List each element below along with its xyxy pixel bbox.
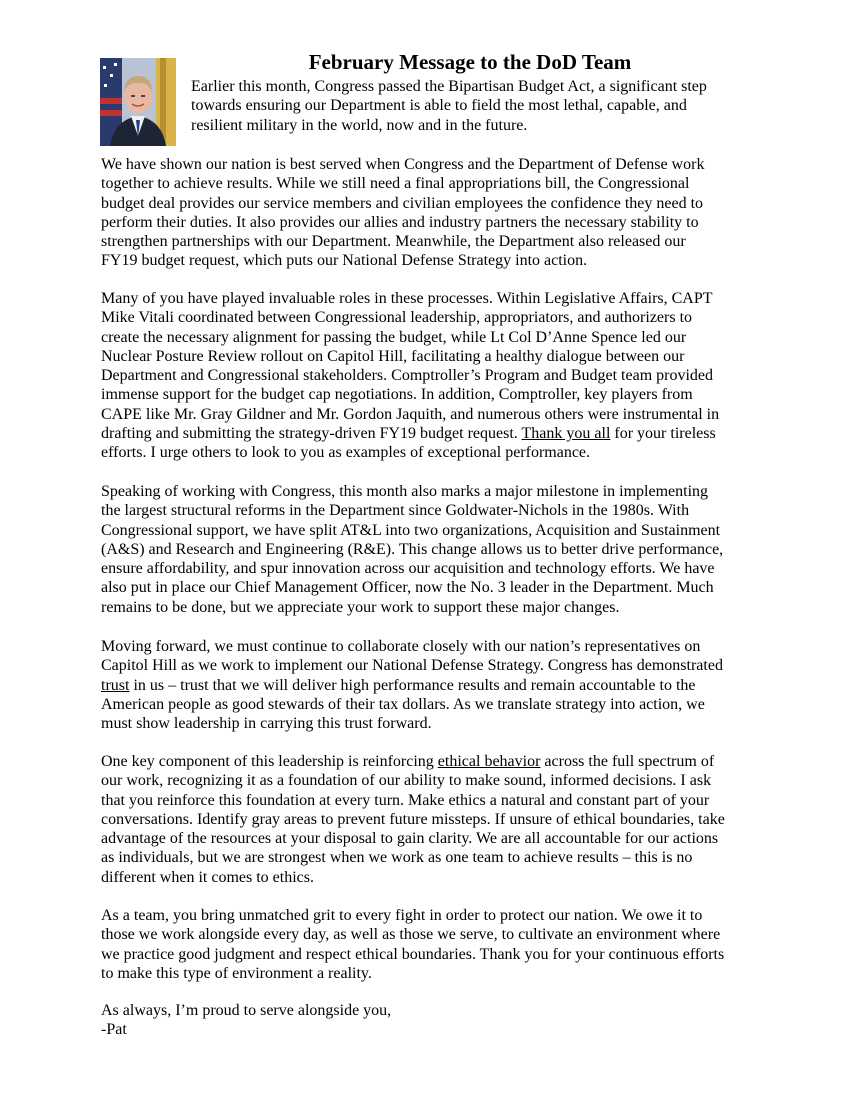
- paragraph-6: [101, 906, 756, 983]
- text-line: Department and Congressional stakeholders. Comptroller’s Program and Budget team provided: [101, 367, 714, 385]
- text-line: Many of you have played invaluable roles in these processes. Within Legislative Affairs, CAPT: [101, 290, 713, 307]
- text-line: (A&S) and Research and Engineering (R&E). This change allows us to better drive performance,: [101, 540, 724, 558]
- text-fragment: drafting and submitting the strategy-driven FY19 budget request.: [101, 425, 522, 443]
- text-line: As a team, you bring unmatched grit to every fight in order to protect our nation. We owe it to: [101, 907, 703, 924]
- text-line: different when it comes to ethics.: [101, 868, 314, 886]
- text-line: [101, 752, 756, 771]
- intro-paragraph: [191, 77, 761, 135]
- paragraph-2: [101, 289, 756, 463]
- text-line: Earlier this month, Congress passed the Bipartisan Budget Act, a significant step: [191, 78, 707, 95]
- text-line: We have shown our nation is best served when Congress and the Department of Defense work: [101, 156, 705, 173]
- text-line: our work, recognizing it as a foundation of our ability to make sound, informed decisions. I ask: [101, 772, 712, 790]
- text-line: we practice good judgment and respect ethical boundaries. Thank you for your continuous efforts: [101, 945, 725, 963]
- text-fragment: across the full spectrum of: [540, 753, 715, 770]
- text-line: together to achieve results. While we still need a final appropriations bill, the Congressional: [101, 175, 690, 193]
- page-title: February Message to the DoD Team: [308, 50, 632, 74]
- text-line: Congressional support, we have split AT&L into two organizations, Acquisition and Sustainment: [101, 521, 721, 539]
- text-line: strengthen partnerships with our Department. Meanwhile, the Department also released our: [101, 233, 686, 251]
- paragraph-3: [101, 482, 756, 617]
- text-fragment: One key component of this leadership is reinforcing: [101, 753, 438, 770]
- text-fragment: for your tireless: [610, 425, 716, 443]
- text-line: budget deal provides our service members and civilian employees the confidence they need to: [101, 194, 704, 212]
- trust-link[interactable]: trust: [101, 676, 130, 694]
- text-line: perform their duties. It also provides our allies and industry partners the necessary stability to: [101, 213, 699, 231]
- text-line: immense support for the budget cap negotiations. In addition, Comptroller, key players from: [101, 386, 693, 404]
- portrait-photo: [100, 58, 176, 146]
- text-line: create the necessary alignment for passing the budget, while Lt Col D’Anne Spence led our: [101, 328, 687, 346]
- text-line: must show leadership in carrying this trust forward.: [101, 715, 432, 733]
- text-line: Mike Vitali coordinated between Congressional leadership, appropriators, and authorizers to: [101, 309, 693, 327]
- text-line: American people as good stewards of their tax dollars. As we translate strategy into action, we: [101, 695, 705, 713]
- text-line: Capitol Hill as we work to implement our National Defense Strategy. Congress has demonstrated: [101, 657, 723, 675]
- paragraph-5: [101, 752, 756, 887]
- paragraph-4: [101, 637, 756, 733]
- thank-you-all-link[interactable]: Thank you all: [521, 425, 611, 443]
- text-line: remains to be done, but we appreciate your work to support these major changes.: [101, 598, 620, 616]
- text-line: towards ensuring our Department is able to field the most lethal, capable, and: [191, 97, 687, 115]
- text-line: ensure affordability, and spur innovation across our acquisition and technology efforts. We have: [101, 560, 715, 578]
- text-line: FY19 budget request, which puts our National Defense Strategy into action.: [101, 252, 588, 270]
- closing-block: [101, 1001, 756, 1040]
- text-line: resilient military in the world, now and in the future.: [191, 116, 528, 134]
- text-line: Moving forward, we must continue to collaborate closely with our nation’s representatives on: [101, 638, 701, 655]
- text-line: conversations. Identify gray areas to prevent future missteps. If unsure of ethical boundaries, take: [101, 810, 725, 828]
- text-line: Nuclear Posture Review rollout on Capitol Hill, facilitating a healthy dialogue between our: [101, 347, 685, 365]
- text-line: [101, 676, 756, 695]
- text-line: as individuals, but we are strongest when we work as one team to achieve results – this is no: [101, 849, 693, 867]
- text-fragment: in us – trust that we will deliver high performance results and remain accountable to the: [129, 676, 696, 694]
- paragraph-1: [101, 155, 756, 271]
- text-line: Speaking of working with Congress, this month also marks a major milestone in implementing: [101, 483, 709, 500]
- text-line: also put in place our Chief Management Officer, now the No. 3 leader in the Department. Much: [101, 579, 714, 597]
- text-line: those we work alongside every day, as well as those we serve, to cultivate an environment where: [101, 926, 721, 944]
- ethical-behavior-link[interactable]: ethical behavior: [437, 753, 541, 770]
- portrait-icon: [100, 58, 176, 146]
- text-line: that you reinforce this foundation at every turn. Make ethics a natural and constant part of your: [101, 791, 710, 809]
- text-line: to make this type of environment a reality.: [101, 964, 372, 982]
- text-line: CAPE like Mr. Gray Gildner and Mr. Gordon Jaquith, and numerous others were instrumental in: [101, 405, 720, 423]
- text-line: efforts. I urge others to look to you as examples of exceptional performance.: [101, 444, 591, 462]
- signature: -Pat: [101, 1021, 127, 1039]
- text-line: advantage of the resources at your disposal to gain clarity. We are all accountable for our actions: [101, 830, 719, 848]
- text-line: the largest structural reforms in the Department since Goldwater-Nichols in the 1980s. With: [101, 502, 690, 520]
- text-line: [101, 424, 756, 443]
- closing-line: As always, I’m proud to serve alongside you,: [101, 1002, 392, 1019]
